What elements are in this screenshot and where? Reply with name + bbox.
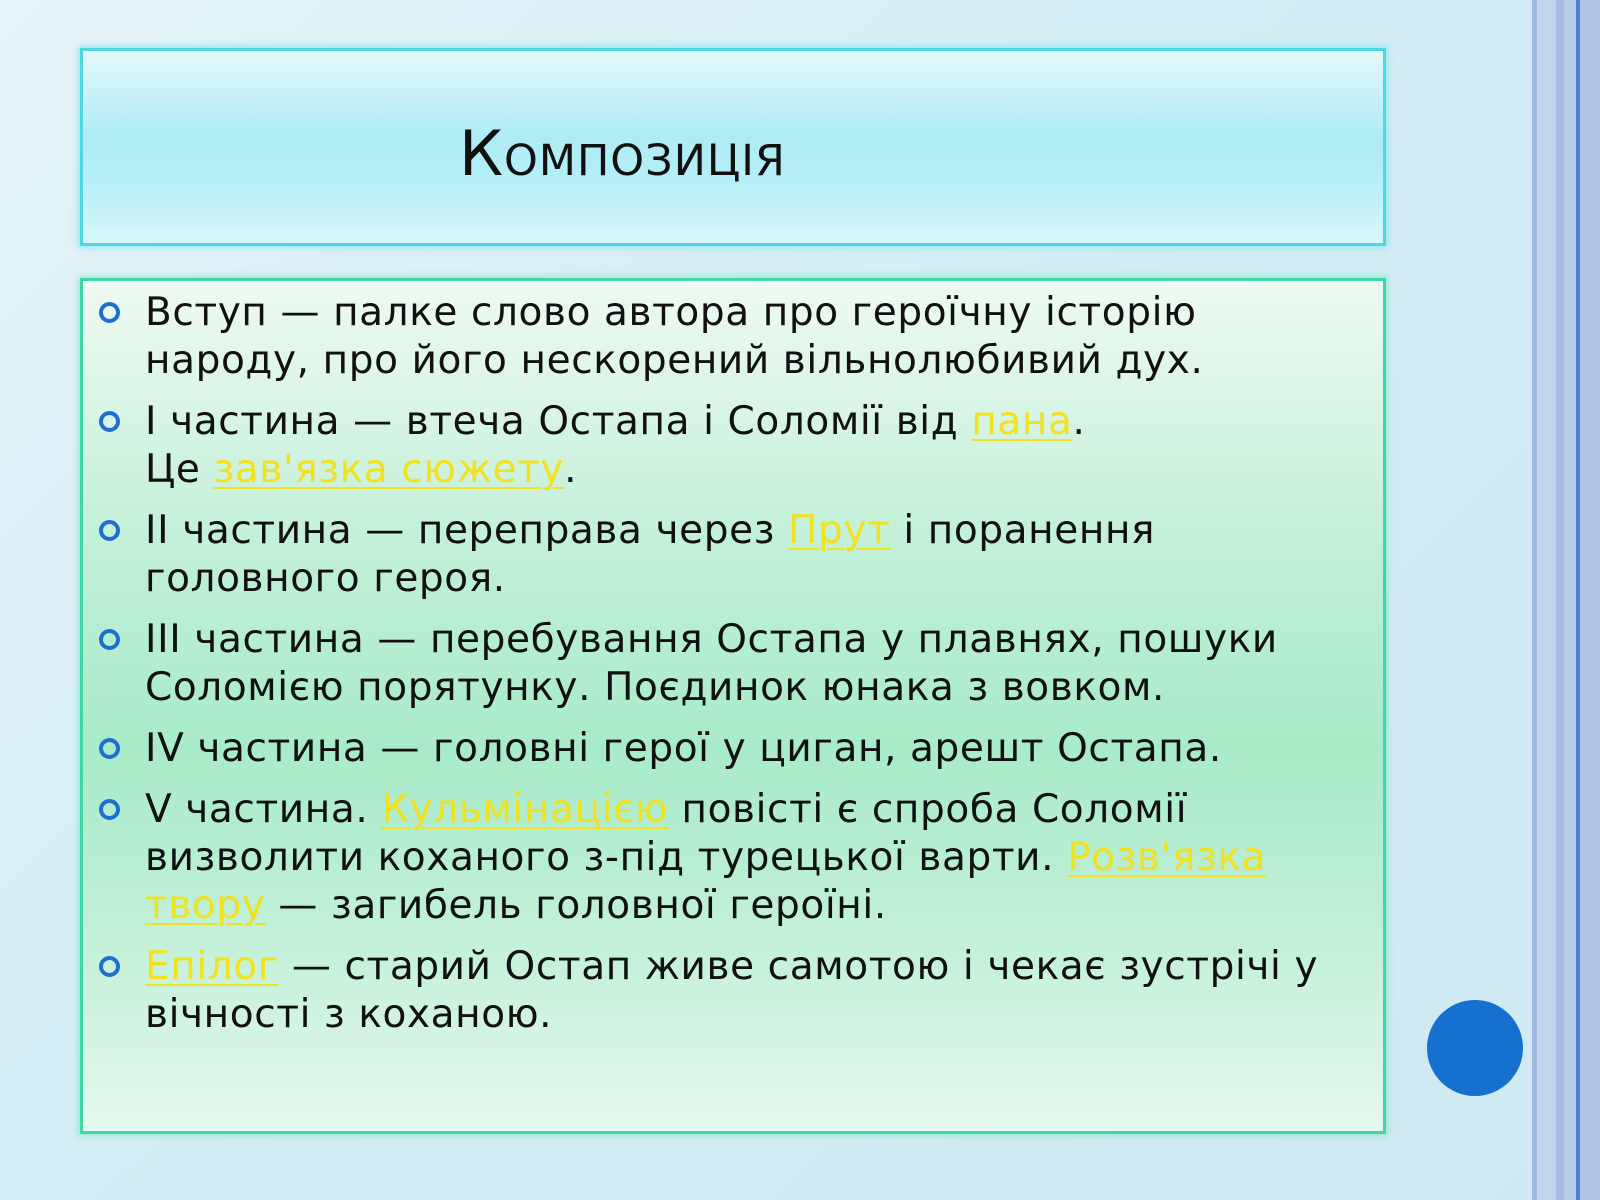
bullet-line bbox=[145, 616, 1375, 664]
bullet-line bbox=[145, 507, 1375, 555]
bullet-text-segment: повісті є спроба Соломії bbox=[668, 787, 1188, 832]
content-placeholder bbox=[80, 278, 1386, 1134]
bullet-text-segment: Соломією порятунку. Поєдинок юнака з вовком. bbox=[145, 665, 1165, 710]
bullet-list bbox=[145, 289, 1375, 1052]
bullet-line bbox=[145, 555, 1375, 603]
bullet-line bbox=[145, 943, 1375, 991]
bullet-text-segment: . bbox=[1072, 399, 1086, 444]
slide-title: Композиція bbox=[459, 117, 786, 190]
hyperlink[interactable]: Епілог bbox=[145, 944, 279, 989]
hyperlink[interactable]: твору bbox=[145, 883, 266, 928]
bullet-text-segment: І частина — втеча Остапа і Соломії від bbox=[145, 399, 972, 444]
bullet-text-segment: V частина. bbox=[145, 787, 382, 832]
hyperlink[interactable]: Кульмінацією bbox=[381, 787, 669, 832]
bullet-text-segment: вічності з коханою. bbox=[145, 992, 553, 1037]
ring-bullet-icon bbox=[99, 302, 120, 323]
bullet-item bbox=[145, 507, 1375, 603]
hyperlink[interactable]: зав'язка сюжету bbox=[213, 447, 565, 492]
bullet-item bbox=[145, 943, 1375, 1039]
right-decorative-stripes bbox=[1528, 0, 1600, 1200]
bullet-text-segment: і поранення bbox=[890, 508, 1156, 553]
bullet-item bbox=[145, 725, 1375, 773]
ring-bullet-icon bbox=[99, 799, 120, 820]
circle-decoration bbox=[1427, 1000, 1523, 1096]
bullet-line bbox=[145, 786, 1375, 834]
bullet-line bbox=[145, 398, 1375, 446]
bullet-line bbox=[145, 664, 1375, 712]
bullet-text-segment: IV частина — головні герої у циган, арешт Остапа. bbox=[145, 726, 1222, 771]
hyperlink[interactable]: Прут bbox=[788, 508, 891, 553]
bullet-text-segment: головного героя. bbox=[145, 556, 506, 601]
ring-bullet-icon bbox=[99, 520, 120, 541]
bullet-text-segment: Вступ — палке слово автора про героїчну історію bbox=[145, 290, 1197, 335]
bullet-line bbox=[145, 289, 1375, 337]
bullet-line bbox=[145, 882, 1375, 930]
bullet-text-segment: народу, про його нескорений вільнолюбивий дух. bbox=[145, 338, 1204, 383]
bullet-line bbox=[145, 834, 1375, 882]
ring-bullet-icon bbox=[99, 411, 120, 432]
bullet-item bbox=[145, 289, 1375, 385]
bullet-line bbox=[145, 991, 1375, 1039]
bullet-text-segment: ІІІ частина — перебування Остапа у плавнях, пошуки bbox=[145, 617, 1278, 662]
bullet-line bbox=[145, 725, 1375, 773]
bullet-text-segment: . bbox=[564, 447, 578, 492]
hyperlink[interactable]: Розв'язка bbox=[1067, 835, 1266, 880]
bullet-text-segment: Це bbox=[145, 447, 214, 492]
bullet-line bbox=[145, 446, 1375, 494]
ring-bullet-icon bbox=[99, 956, 120, 977]
bullet-text-segment: — старий Остап живе самотою і чекає зустрічі у bbox=[278, 944, 1319, 989]
bullet-item bbox=[145, 786, 1375, 930]
bullet-item bbox=[145, 616, 1375, 712]
ring-bullet-icon bbox=[99, 629, 120, 650]
bullet-text-segment: визволити коханого з-під турецької варти. bbox=[145, 835, 1068, 880]
hyperlink[interactable]: пана bbox=[971, 399, 1073, 444]
bullet-item bbox=[145, 398, 1375, 494]
bullet-line bbox=[145, 337, 1375, 385]
bullet-text-segment: — загибель головної героїні. bbox=[265, 883, 887, 928]
ring-bullet-icon bbox=[99, 738, 120, 759]
bullet-text-segment: ІІ частина — переправа через bbox=[145, 508, 789, 553]
title-placeholder bbox=[80, 48, 1386, 246]
